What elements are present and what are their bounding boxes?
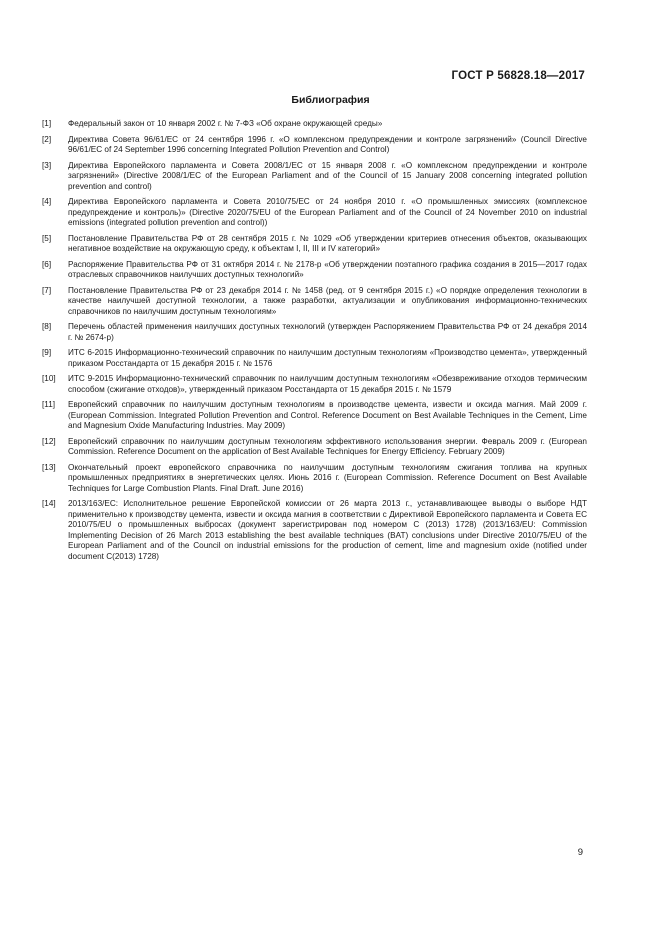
entry-text: Директива Европейского парламента и Совета 2010/75/ЕС от 24 ноября 2010 г. «О промышленных эмиссиях (комплексное предупреждение и контроль)» (Directive 2020/75/EU of the European Parliament and of the Council of 24 November 2010 on industrial emissions (integrated pollution prevention and control)): [68, 197, 587, 227]
page-number: 9: [577, 847, 583, 858]
bibliography-entry: [42, 260, 587, 281]
standard-number: ГОСТ Р 56828.18—2017: [451, 70, 585, 82]
entry-text: ИТС 9-2015 Информационно-технический справочник по наилучшим доступным технологиям «Обезвреживание отходов термическим способом (сжигание отходов)», утвержденный приказом Росстандарта от 15 декабря 2015 г. № 1579: [68, 374, 587, 394]
bibliography-entry: [42, 463, 587, 495]
entry-number: [11]: [42, 400, 56, 409]
entry-number: [5]: [42, 233, 52, 243]
entry-text: Директива Совета 96/61/ЕС от 24 сентября 1996 г. «О комплексном предупреждении и контроле загрязнений» (Council Directive 96/61/EC of 24 September 1996 concerning Integrated Pollution Prevention and Control): [68, 134, 587, 154]
entry-number: [1]: [42, 119, 52, 128]
entry-number: [7]: [42, 285, 52, 295]
bibliography-entry: [42, 119, 587, 130]
entry-text: Европейский справочник по наилучшим доступным технологиям эффективного использования энергии. Февраль 2009 г. (European Commission. Reference Document on the application of Best Available Techniques for Energy Efficiency. February 2009): [68, 436, 587, 456]
entry-number: [6]: [42, 259, 52, 269]
entry-text: Распоряжение Правительства РФ от 31 октября 2014 г. № 2178-р «Об утверждении поэтапного графика создания в 2015—2017 годах отраслевых справочников наилучших доступных технологий»: [68, 259, 587, 279]
entry-number: [4]: [42, 197, 52, 206]
entry-number: [2]: [42, 134, 52, 144]
bibliography-list: [42, 119, 587, 567]
entry-number: [13]: [42, 462, 56, 472]
entry-text: Постановление Правительства РФ от 28 сентября 2015 г. № 1029 «Об утверждении критериев отнесения объектов, оказывающих негативное воздействие на окружающую среду, к объектам I, II, III и IV категорий»: [68, 233, 587, 253]
entry-number: [3]: [42, 160, 52, 170]
bibliography-entry: [42, 400, 587, 432]
entry-text: Федеральный закон от 10 января 2002 г. № 7-ФЗ «Об охране окружающей среды»: [68, 119, 383, 128]
entry-text: Постановление Правительства РФ от 23 декабря 2014 г. № 1458 (ред. от 9 сентября 2015 г.) «О порядке определения технологии в качестве наилучшей доступной технологии, а также разработки, актуализации и опубликования информационно-технических справочников по наилучшим доступным технологиям»: [68, 285, 587, 316]
bibliography-entry: [42, 135, 587, 156]
page-title: Библиография: [291, 94, 370, 106]
entry-text: Перечень областей применения наилучших доступных технологий (утвержден Распоряжением Правительства РФ от 24 декабря 2014 г. № 2674-р): [68, 322, 587, 342]
bibliography-entry: [42, 322, 587, 343]
bibliography-entry: [42, 499, 587, 562]
entry-text: Окончательный проект европейского справочника по наилучшим доступным технологиям сжигания топлива на крупных промышленных предприятиях в энергетических целях. Июнь 2016 г. (European Commission. Reference Document on Best Available Techniques for Large Combustion Plants. Final Draft. June 2016): [68, 462, 587, 493]
entry-text: Европейский справочник по наилучшим доступным технологиям в производстве цемента, извести и оксида магния. Май 2009 г. (European Commission. Integrated Pollution Prevention and Control. Reference Document on Best Available Techniques in the Cement, Lime and Magnesium Oxide Manufacturing Industries. May 2009): [68, 400, 587, 430]
entry-number: [10]: [42, 374, 56, 383]
entry-number: [14]: [42, 499, 56, 508]
entry-number: [12]: [42, 436, 56, 446]
entry-number: [8]: [42, 322, 52, 331]
entry-text: 2013/163/ЕС: Исполнительное решение Европейской комиссии от 26 марта 2013 г., устанавливающее выводы о выборе НДТ применительно к производству цемента, извести и оксида магния в соответствии с Директивой Европейского парламента и Совета ЕС 2010/75/EU о промышленных выбросах (документ зарегистрирован под номером С (2013) 1728) (2013/163/EU: Commission Implementing Decision of 26 March 2013 establishing the best available techniques (BAT) conclusions under Directive 2010/75/EU of the European Parliament and of the Council on industrial emissions for the production of cement, lime and magnesium oxide (notified under document C(2013) 1728): [68, 499, 587, 561]
entry-number: [9]: [42, 348, 52, 357]
bibliography-entry: [42, 437, 587, 458]
bibliography-entry: [42, 197, 587, 229]
bibliography-entry: [42, 234, 587, 255]
entry-text: ИТС 6-2015 Информационно-технический справочник по наилучшим доступным технологиям «Производство цемента», утвержденный приказом Росстандарта от 15 декабря 2015 г. № 1576: [68, 348, 587, 368]
bibliography-entry: [42, 161, 587, 193]
bibliography-entry: [42, 286, 587, 318]
bibliography-entry: [42, 374, 587, 395]
bibliography-entry: [42, 348, 587, 369]
entry-text: Директива Европейского парламента и Совета 2008/1/ЕС от 15 января 2008 г. «О комплексном предупреждении и контроле загрязнений» (Directive 2008/1/EC of the European Parliament and of the Council of 15 January 2008 concerning integrated pollution prevention and control): [68, 160, 587, 191]
